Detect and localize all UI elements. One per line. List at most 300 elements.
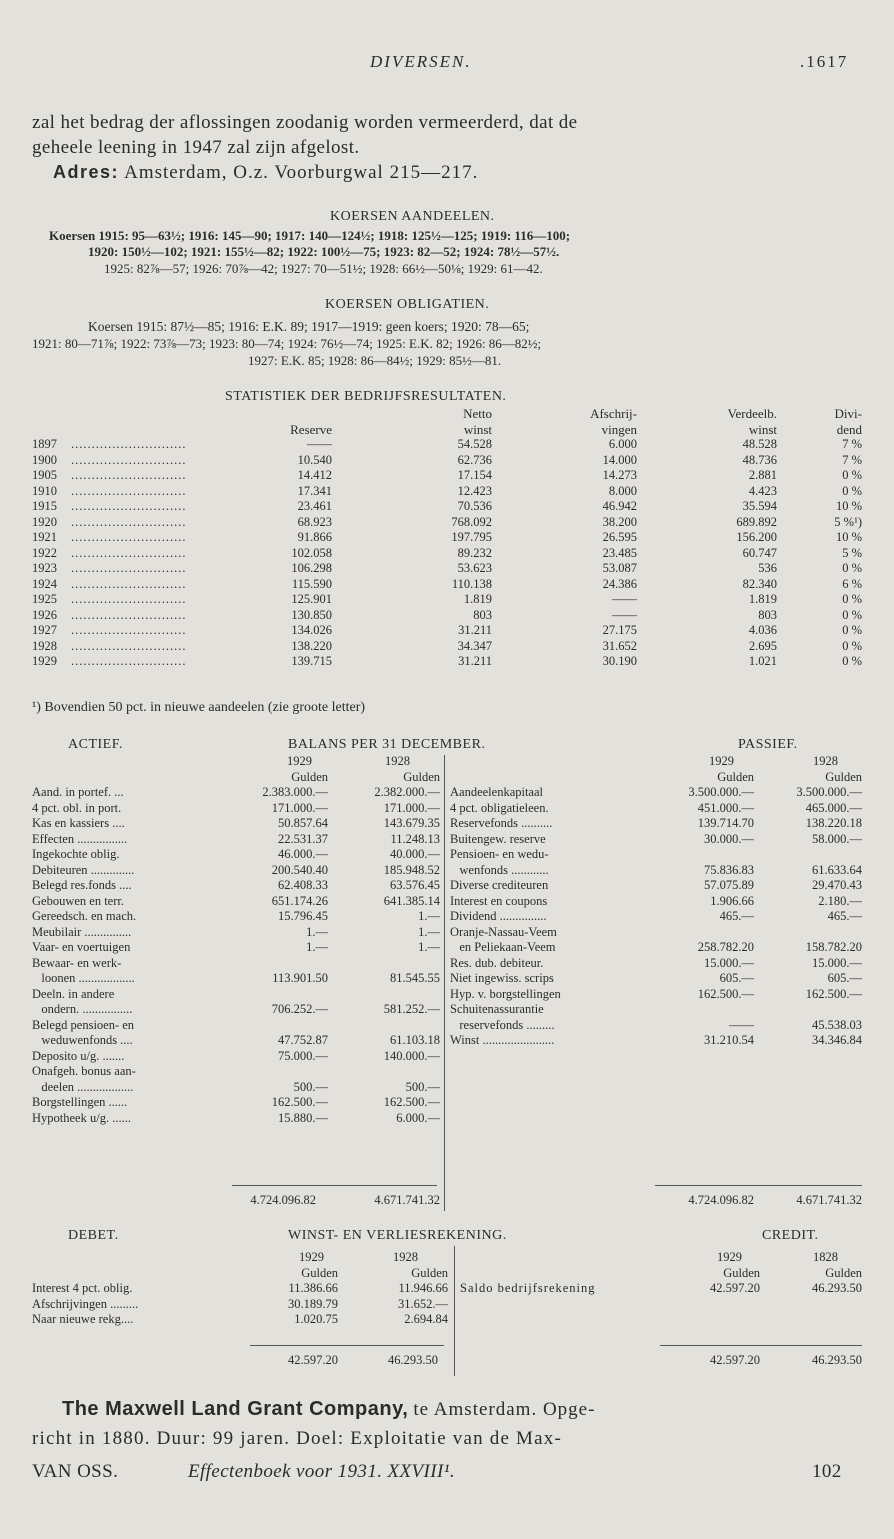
stat-netto: 768.092 xyxy=(451,514,492,529)
winst-right-total-rule xyxy=(660,1345,862,1346)
stat-year xyxy=(32,484,242,500)
stat-year xyxy=(32,515,242,531)
winst-left-label: Afschrijvingen ......... xyxy=(32,1296,139,1311)
footer-left: VAN OSS. xyxy=(32,1461,119,1482)
bal-left-label: Kas en kassiers .... xyxy=(32,816,125,830)
stat-afschr: 31.652 xyxy=(602,638,637,653)
bal-left-row xyxy=(32,909,440,925)
stat-dividend: 7 % xyxy=(842,437,862,451)
bal-right-value-1929: 258.782.20 xyxy=(697,940,754,954)
bal-right-value-1928: 45.538.03 xyxy=(812,1017,862,1032)
bal-right-value-1929: 1.906.66 xyxy=(710,893,754,908)
bal-left-value-1929: 1.— xyxy=(306,940,328,954)
bal-right-value-1929: 30.000.— xyxy=(704,831,754,846)
bal-right-value-1929: 57.075.89 xyxy=(704,878,754,892)
stat-afschr: 26.595 xyxy=(602,530,637,544)
bal-right-value-1929: 31.210.54 xyxy=(704,1033,754,1047)
stat-netto: 89.232 xyxy=(457,545,492,560)
stat-verdeelb: 1.819 xyxy=(748,592,777,606)
stat-netto: 17.154 xyxy=(457,468,492,482)
stat-reserve: 91.866 xyxy=(297,530,332,544)
stat-head-afschr: Afschrij- xyxy=(590,406,637,421)
stat-verdeelb: 48.528 xyxy=(742,437,777,451)
stat-head-netto: Netto xyxy=(463,406,492,421)
stat-leader-dots: ............................ xyxy=(71,623,187,637)
stat-netto: 31.211 xyxy=(458,623,492,637)
bal-left-value-1929: 1.— xyxy=(306,924,328,939)
bal-left-value-1928: 140.000.— xyxy=(383,1048,440,1063)
bal-left-value-1928: 171.000.— xyxy=(383,800,440,815)
stat-verdeelb: 2.695 xyxy=(748,638,777,653)
bal-left-label: Deposito u/g. ....... xyxy=(32,1048,125,1063)
bal-left-label: Meubilair ............... xyxy=(32,924,132,939)
stat-year-label: 1905 xyxy=(32,468,57,482)
bal-left-value-1929: 113.901.50 xyxy=(272,971,328,985)
stat-verdeelb: 60.747 xyxy=(742,545,777,560)
stat-leader-dots: ............................ xyxy=(71,437,187,451)
winst-left-total-1928: 46.293.50 xyxy=(388,1353,438,1367)
bal-right-row xyxy=(450,909,862,925)
bal-right-label: Hyp. v. borgstellingen xyxy=(450,986,561,1001)
stat-row xyxy=(32,608,862,624)
stat-afschr: 23.485 xyxy=(602,545,637,560)
bal-right-gulden-2: Gulden xyxy=(825,769,862,784)
stat-afschr: 14.000 xyxy=(602,452,637,467)
bal-left-label: Gebouwen en terr. xyxy=(32,893,124,908)
stat-dividend: 5 % xyxy=(842,545,862,560)
bal-left-value-1928: 185.948.52 xyxy=(383,862,440,877)
bal-right-value-1928: 58.000.— xyxy=(812,831,862,846)
koersen-obligatien-line-3: 1927: E.K. 85; 1928: 86—84½; 1929: 85½—81. xyxy=(248,353,502,368)
bal-right-label: Buitengew. reserve xyxy=(450,831,546,846)
stat-netto: 62.736 xyxy=(457,452,492,467)
winst-left-value-1928: 11.946.66 xyxy=(398,1281,448,1295)
stat-row xyxy=(32,453,862,469)
winst-left-label: Naar nieuwe rekg.... xyxy=(32,1312,134,1326)
stat-netto: 31.211 xyxy=(458,654,492,668)
bal-right-label: reservefonds ......... xyxy=(450,1017,555,1032)
stat-dividend: 0 % xyxy=(842,607,862,622)
winst-credit-label: CREDIT. xyxy=(762,1228,819,1243)
stat-row xyxy=(32,437,862,453)
stat-netto: 197.795 xyxy=(451,530,492,544)
stat-netto: 70.536 xyxy=(457,499,492,513)
bal-left-row xyxy=(32,1095,440,1111)
bal-left-value-1928 xyxy=(328,987,440,1003)
stat-reserve: 14.412 xyxy=(297,468,332,482)
winst-left-y1929: 1929 xyxy=(299,1250,324,1264)
bal-left-row xyxy=(32,1033,440,1049)
bal-left-value-1929 xyxy=(228,987,328,1003)
balans-actief-label: ACTIEF. xyxy=(68,737,123,752)
winst-left-value-1929: 30.189.79 xyxy=(288,1296,338,1311)
stat-year xyxy=(32,623,242,639)
balans-divider xyxy=(444,755,445,1211)
stat-year xyxy=(32,530,242,546)
stat-reserve: 106.298 xyxy=(291,561,332,575)
bal-left-label: Aand. in portef. ... xyxy=(32,785,124,799)
stat-reserve: 130.850 xyxy=(291,607,332,622)
bal-right-value-1929: 605.— xyxy=(719,971,754,985)
bal-right-label: wenfonds ............ xyxy=(450,862,549,877)
bal-right-value-1929 xyxy=(650,925,754,941)
bal-right-value-1928: 162.500.— xyxy=(805,986,862,1001)
stat-leader-dots: ............................ xyxy=(71,576,187,591)
balans-left-total-rule xyxy=(232,1185,437,1186)
bal-right-label: Res. dub. debiteur. xyxy=(450,955,544,970)
bal-right-row xyxy=(450,956,862,972)
page-number: .1617 xyxy=(800,52,849,71)
stat-year-label: 1923 xyxy=(32,561,57,575)
bal-left-value-1929: 62.408.33 xyxy=(278,878,328,892)
bal-right-row xyxy=(450,863,862,879)
bal-left-label: Onafgeh. bonus aan- xyxy=(32,1064,136,1078)
koersen-obligatien-title: KOERSEN OBLIGATIEN. xyxy=(325,297,490,312)
winst-left-y1928: 1928 xyxy=(393,1250,418,1264)
winst-right-total-1928: 46.293.50 xyxy=(812,1353,862,1367)
bal-left-value-1928: 143.679.35 xyxy=(383,816,440,830)
stat-afschr: 38.200 xyxy=(602,514,637,529)
stat-verdeelb: 156.200 xyxy=(736,530,777,544)
stat-year xyxy=(32,639,242,655)
bal-right-gulden-1: Gulden xyxy=(717,769,754,784)
bal-left-value-1929 xyxy=(228,1064,328,1080)
bal-right-value-1929: 75.836.83 xyxy=(704,862,754,877)
stat-reserve: —— xyxy=(307,437,332,451)
bal-left-value-1928: 2.382.000.— xyxy=(374,785,440,799)
bal-left-value-1929: 171.000.— xyxy=(271,800,328,815)
bal-left-value-1928: 1.— xyxy=(418,924,440,939)
bal-right-label: Pensioen- en wedu- xyxy=(450,847,549,861)
winst-left-value-1929: 11.386.66 xyxy=(288,1281,338,1295)
address-label: Adres: xyxy=(53,162,120,182)
stat-afschr: 24.386 xyxy=(602,576,637,591)
bal-right-value-1928: 158.782.20 xyxy=(805,940,862,954)
bal-right-label: Reservefonds .......... xyxy=(450,816,553,830)
stat-leader-dots: ............................ xyxy=(71,561,187,575)
bal-left-row xyxy=(32,1002,440,1018)
bal-right-row xyxy=(450,801,862,817)
stat-leader-dots: ............................ xyxy=(71,499,187,513)
bal-left-value-1929: 75.000.— xyxy=(278,1048,328,1063)
bal-left-label: Effecten ................ xyxy=(32,831,128,846)
stat-reserve: 17.341 xyxy=(297,483,332,498)
bal-right-value-1928: 465.000.— xyxy=(805,800,862,815)
winst-title: WINST- EN VERLIESREKENING. xyxy=(288,1228,507,1243)
stat-dividend: 0 % xyxy=(842,592,862,606)
stat-verdeelb: 48.736 xyxy=(742,452,777,467)
maxwell-line-2: richt in 1880. Duur: 99 jaren. Doel: Exploitatie van de Max- xyxy=(32,1428,562,1449)
stat-afschr: 6.000 xyxy=(608,437,637,451)
bal-right-value-1928: 138.220.18 xyxy=(805,816,862,830)
bal-right-value-1929: 15.000.— xyxy=(704,955,754,970)
bal-right-value-1929: —— xyxy=(729,1017,754,1032)
stat-row xyxy=(32,654,862,670)
koersen-aandeelen-line-2: 1920: 150½—102; 1921: 155½—82; 1922: 100½—75; 1923: 82—52; 1924: 78½—57½. xyxy=(88,244,560,259)
balans-right-total-rule xyxy=(655,1185,862,1186)
bal-right-label: Winst ....................... xyxy=(450,1033,555,1047)
bal-right-value-1929: 3.500.000.— xyxy=(688,785,754,799)
bal-right-value-1929: 451.000.— xyxy=(697,800,754,815)
stat-reserve: 115.590 xyxy=(291,576,332,591)
bal-right-label: Interest en coupons xyxy=(450,893,548,908)
winst-right-y1828: 1828 xyxy=(813,1250,838,1264)
balans-right-total-1928: 4.671.741.32 xyxy=(796,1193,862,1207)
stat-reserve: 138.220 xyxy=(291,638,332,653)
stat-head-divi: Divi- xyxy=(834,406,862,421)
stat-year xyxy=(32,608,242,624)
footer-center: Effectenboek voor 1931. XXVIII¹. xyxy=(188,1461,455,1482)
bal-left-label: Belegd res.fonds .... xyxy=(32,878,132,892)
stat-head-verdeelb: Verdeelb. xyxy=(727,406,777,421)
stat-head-reserve: Reserve xyxy=(290,421,332,437)
stat-row xyxy=(32,530,862,546)
bal-left-row xyxy=(32,801,440,817)
bal-left-row xyxy=(32,1049,440,1065)
stat-year xyxy=(32,577,242,593)
winst-left-value-1928: 2.694.84 xyxy=(404,1312,448,1326)
stat-leader-dots: ............................ xyxy=(71,607,187,622)
bal-right-value-1929 xyxy=(650,1002,754,1018)
bal-right-value-1928: 605.— xyxy=(827,971,862,985)
balans-right xyxy=(450,754,862,1049)
stat-dividend: 10 % xyxy=(835,499,862,513)
stat-afschr: 53.087 xyxy=(602,561,637,575)
bal-right-row xyxy=(450,847,862,863)
bal-right-value-1928 xyxy=(754,1002,862,1018)
bal-right-value-1929: 465.— xyxy=(719,909,754,923)
bal-right-row xyxy=(450,894,862,910)
bal-left-value-1928: 61.103.18 xyxy=(390,1033,440,1047)
stat-year xyxy=(32,499,242,515)
bal-left-value-1928: 641.385.14 xyxy=(383,893,440,908)
maxwell-rest-1: te Amsterdam. Opge- xyxy=(413,1399,596,1420)
winst-left-gulden-2: Gulden xyxy=(411,1265,448,1280)
bal-left-y1928: 1928 xyxy=(385,754,410,768)
bal-left-row xyxy=(32,816,440,832)
winst-left-total-rule xyxy=(250,1345,444,1346)
bal-left-gulden-2: Gulden xyxy=(403,769,440,784)
bal-right-row xyxy=(450,785,862,801)
bal-right-value-1929 xyxy=(650,847,754,863)
bal-left-value-1928: 40.000.— xyxy=(390,847,440,861)
bal-left-value-1928: 1.— xyxy=(418,909,440,923)
bal-left-row xyxy=(32,863,440,879)
bal-left-row xyxy=(32,1111,440,1127)
bal-left-value-1928: 63.576.45 xyxy=(390,878,440,892)
stat-netto: 54.528 xyxy=(457,437,492,451)
stat-verdeelb: 803 xyxy=(758,607,777,622)
stat-row xyxy=(32,561,862,577)
stat-year-label: 1910 xyxy=(32,483,57,498)
balans-left-total-1928: 4.671.741.32 xyxy=(374,1193,440,1207)
bal-left-value-1929 xyxy=(228,956,328,972)
bal-left-value-1929: 15.796.45 xyxy=(278,909,328,923)
stat-verdeelb: 4.423 xyxy=(748,483,777,498)
bal-left-row xyxy=(32,1064,440,1080)
maxwell-line-1 xyxy=(62,1398,595,1421)
bal-left-label: deelen .................. xyxy=(32,1079,134,1094)
stat-verdeelb: 4.036 xyxy=(748,623,777,637)
bal-left-value-1929: 162.500.— xyxy=(271,1095,328,1109)
stat-head-year xyxy=(32,406,242,422)
bal-right-label: Diverse crediteuren xyxy=(450,878,549,892)
stat-year-label: 1922 xyxy=(32,545,57,560)
bal-left-label: weduwenfonds .... xyxy=(32,1033,133,1047)
stat-year-label: 1915 xyxy=(32,499,57,513)
winst-right-value-1928: 46.293.50 xyxy=(812,1281,862,1295)
winst-right-total-1929: 42.597.20 xyxy=(710,1353,760,1367)
stat-head-verdeelb-2: winst xyxy=(748,421,777,437)
stat-head-divi-2: dend xyxy=(836,421,862,437)
stat-row xyxy=(32,623,862,639)
bal-left-label: Debiteuren .............. xyxy=(32,862,135,877)
stat-afschr: 8.000 xyxy=(608,483,637,498)
winst-left-value-1928: 31.652.— xyxy=(398,1296,448,1311)
bal-left-value-1928: 81.545.55 xyxy=(390,971,440,985)
stat-reserve: 139.715 xyxy=(291,654,332,668)
bal-left-value-1929: 2.383.000.— xyxy=(262,785,328,799)
stat-afschr: —— xyxy=(612,592,637,606)
bal-right-value-1928: 34.346.84 xyxy=(812,1033,862,1047)
stat-leader-dots: ............................ xyxy=(71,654,187,668)
stat-afschr: 46.942 xyxy=(602,499,637,513)
bal-left-value-1928: 500.— xyxy=(405,1079,440,1094)
stat-reserve: 134.026 xyxy=(291,623,332,637)
stat-reserve: 68.923 xyxy=(297,514,332,529)
footer-page: 102 xyxy=(812,1461,842,1482)
stat-netto: 12.423 xyxy=(457,483,492,498)
bal-right-value-1928: 29.470.43 xyxy=(812,878,862,892)
stat-afschr: 30.190 xyxy=(602,654,637,668)
bal-left-value-1929: 50.857.64 xyxy=(278,816,328,830)
balans-right-total-1929: 4.724.096.82 xyxy=(688,1193,754,1207)
stat-year-label: 1920 xyxy=(32,514,57,529)
bal-left-value-1929: 500.— xyxy=(293,1079,328,1094)
bal-right-y1928: 1928 xyxy=(813,754,838,768)
winst-left-total-1929: 42.597.20 xyxy=(288,1353,338,1367)
stat-year-label: 1900 xyxy=(32,452,57,467)
bal-right-label: Schuitenassurantie xyxy=(450,1002,544,1016)
stat-netto: 34.347 xyxy=(457,638,492,653)
bal-right-row xyxy=(450,971,862,987)
stat-leader-dots: ............................ xyxy=(71,592,187,606)
stat-row xyxy=(32,499,862,515)
bal-left-value-1929: 15.880.— xyxy=(278,1110,328,1125)
bal-right-label: Oranje-Nassau-Veem xyxy=(450,924,557,939)
stat-year xyxy=(32,453,242,469)
bal-right-label: Dividend ............... xyxy=(450,909,547,923)
stat-year-label: 1927 xyxy=(32,623,57,637)
bal-right-value-1928: 15.000.— xyxy=(812,955,862,970)
bal-right-row xyxy=(450,1033,862,1049)
bal-left-value-1928: 6.000.— xyxy=(396,1110,440,1125)
bal-left-label: Borgstellingen ...... xyxy=(32,1095,128,1109)
stat-year xyxy=(32,468,242,484)
bal-left-value-1928: 1.— xyxy=(418,940,440,954)
bal-left-row xyxy=(32,785,440,801)
stat-dividend: 6 % xyxy=(842,576,862,591)
bal-right-value-1929: 139.714.70 xyxy=(697,816,754,830)
bal-left-row xyxy=(32,987,440,1003)
stat-row xyxy=(32,468,862,484)
bal-left-row xyxy=(32,1080,440,1096)
stat-row xyxy=(32,592,862,608)
stat-year xyxy=(32,592,242,608)
winst-right-gulden-2: Gulden xyxy=(825,1265,862,1280)
bal-left-value-1928: 11.248.13 xyxy=(390,831,440,846)
bal-left-value-1929: 47.752.87 xyxy=(278,1033,328,1047)
bal-left-y1929: 1929 xyxy=(287,754,312,768)
stat-row xyxy=(32,577,862,593)
bal-right-label: 4 pct. obligatieleen. xyxy=(450,800,549,815)
stat-leader-dots: ............................ xyxy=(71,468,187,482)
bal-left-value-1929: 22.531.37 xyxy=(278,831,328,846)
bal-left-row xyxy=(32,956,440,972)
winst-left-row xyxy=(32,1297,448,1313)
winst-right-value-1929: 42.597.20 xyxy=(710,1281,760,1295)
bal-left-value-1929: 651.174.26 xyxy=(271,893,328,908)
company-name: The Maxwell Land Grant Company, xyxy=(62,1398,409,1420)
bal-right-value-1928: 61.633.64 xyxy=(812,862,862,877)
bal-left-label: Hypotheek u/g. ...... xyxy=(32,1110,131,1125)
bal-right-row xyxy=(450,1018,862,1034)
koersen-obligatien-line-2: 1921: 80—71⅞; 1922: 73⅞—73; 1923: 80—74; 1924: 76½—74; 1925: E.K. 82; 1926: 86—82½; xyxy=(32,336,542,351)
bal-right-row xyxy=(450,878,862,894)
stat-afschr: 27.175 xyxy=(602,623,637,637)
koersen-aandeelen-title: KOERSEN AANDEELEN. xyxy=(330,209,495,224)
stat-row xyxy=(32,639,862,655)
bal-right-value-1928 xyxy=(754,847,862,863)
stat-verdeelb: 82.340 xyxy=(742,576,777,591)
bal-left-label: Gereedsch. en mach. xyxy=(32,909,137,923)
winst-right xyxy=(460,1250,862,1297)
stat-verdeelb: 1.021 xyxy=(748,654,777,668)
stat-leader-dots: ............................ xyxy=(71,452,187,467)
bal-right-label: Niet ingewiss. scrips xyxy=(450,971,554,985)
bal-left-row xyxy=(32,971,440,987)
stat-dividend: 0 % xyxy=(842,468,862,482)
stat-leader-dots: ............................ xyxy=(71,638,187,653)
stat-year xyxy=(32,437,242,453)
bal-right-label: Aandeelenkapitaal xyxy=(450,785,544,799)
stat-year-label: 1926 xyxy=(32,607,57,622)
bal-right-row xyxy=(450,816,862,832)
statistiek-title: STATISTIEK DER BEDRIJFSRESULTATEN. xyxy=(225,389,507,404)
bal-left-value-1929: 46.000.— xyxy=(278,847,328,861)
bal-left-row xyxy=(32,925,440,941)
bal-left-row xyxy=(32,847,440,863)
bal-left-label: Vaar- en voertuigen xyxy=(32,940,131,954)
winst-left xyxy=(32,1250,448,1328)
stat-year-label: 1897 xyxy=(32,437,57,451)
stat-reserve: 23.461 xyxy=(297,499,332,513)
koersen-aandeelen-line-1: Koersen 1915: 95—63½; 1916: 145—90; 1917: 140—124½; 1918: 125½—125; 1919: 116—100; xyxy=(49,228,571,243)
bal-right-row xyxy=(450,940,862,956)
stat-row xyxy=(32,484,862,500)
stat-head-netto-2: winst xyxy=(463,421,492,437)
stat-leader-dots: ............................ xyxy=(71,530,187,544)
winst-left-row xyxy=(32,1312,448,1328)
bal-left-value-1928 xyxy=(328,1064,440,1080)
bal-right-value-1929: 162.500.— xyxy=(697,986,754,1001)
stat-verdeelb: 35.594 xyxy=(742,499,777,513)
bal-left-value-1928 xyxy=(328,956,440,972)
stat-dividend: 5 %¹) xyxy=(834,514,862,529)
bal-left-label: 4 pct. obl. in port. xyxy=(32,800,122,815)
bal-left-row xyxy=(32,940,440,956)
bal-right-label: en Peliekaan-Veem xyxy=(450,940,556,954)
